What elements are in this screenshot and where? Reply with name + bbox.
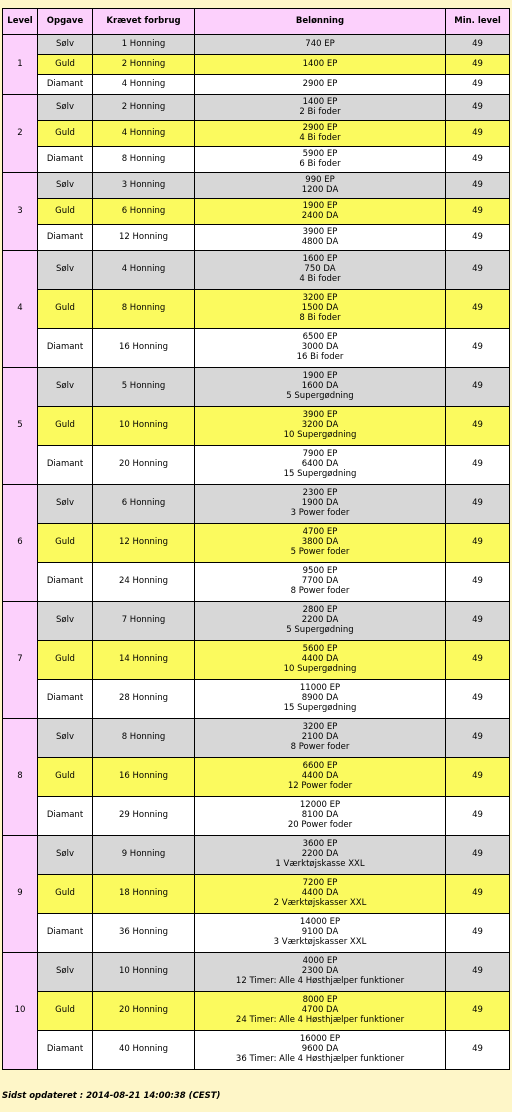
forbrug-cell: 18 Honning <box>93 875 195 914</box>
forbrug-cell: 2 Honning <box>93 55 195 75</box>
opgave-cell: Sølv <box>38 719 93 758</box>
forbrug-cell: 8 Honning <box>93 147 195 173</box>
forbrug-cell: 40 Honning <box>93 1031 195 1070</box>
reward-line: 2200 DA <box>301 849 339 860</box>
reward-line: 2 Bi foder <box>299 106 341 117</box>
level-cell: 3 <box>3 173 38 251</box>
reward-cell <box>195 719 446 758</box>
forbrug-cell: 12 Honning <box>93 524 195 563</box>
reward-line: 8900 DA <box>301 693 339 704</box>
min-level-cell: 49 <box>446 992 510 1031</box>
header-level: Level <box>3 9 38 35</box>
reward-line: 4400 DA <box>301 654 339 665</box>
reward-line: 4 Bi foder <box>299 273 341 284</box>
min-level-cell: 49 <box>446 173 510 199</box>
reward-cell <box>195 368 446 407</box>
reward-cell <box>195 75 446 95</box>
reward-line: 2400 DA <box>301 210 339 221</box>
level-cell: 8 <box>3 719 38 836</box>
opgave-cell: Sølv <box>38 836 93 875</box>
opgave-cell: Guld <box>38 121 93 147</box>
reward-line: 12 Timer: Alle 4 Høsthjælper funktioner <box>235 975 405 986</box>
reward-line: 3800 DA <box>301 537 339 548</box>
reward-line: 1 Værktøjskasse XXL <box>275 858 365 869</box>
reward-line: 4700 EP <box>302 527 338 538</box>
table-row <box>3 55 510 75</box>
rewards-table <box>2 8 510 1070</box>
reward-cell <box>195 199 446 225</box>
reward-line: 5900 EP <box>302 148 338 159</box>
reward-cell <box>195 524 446 563</box>
reward-cell <box>195 563 446 602</box>
reward-line: 16000 EP <box>299 1034 341 1045</box>
reward-line: 8 Bi foder <box>299 312 341 323</box>
reward-line: 2100 DA <box>301 732 339 743</box>
min-level-cell: 49 <box>446 524 510 563</box>
table-row <box>3 199 510 225</box>
table-row <box>3 75 510 95</box>
table-row <box>3 680 510 719</box>
reward-line: 1900 DA <box>301 498 339 509</box>
table-row <box>3 446 510 485</box>
reward-line: 2300 EP <box>302 488 338 499</box>
reward-line: 12000 EP <box>299 800 341 811</box>
reward-line: 9600 DA <box>301 1044 339 1055</box>
reward-line: 6400 DA <box>301 459 339 470</box>
reward-cell <box>195 329 446 368</box>
header-forbrug: Krævet forbrug <box>93 9 195 35</box>
min-level-cell: 49 <box>446 368 510 407</box>
reward-line: 10 Supergødning <box>283 429 357 440</box>
table-row <box>3 563 510 602</box>
opgave-cell: Diamant <box>38 914 93 953</box>
table-row <box>3 407 510 446</box>
min-level-cell: 49 <box>446 485 510 524</box>
reward-line: 4400 DA <box>301 771 339 782</box>
forbrug-cell: 20 Honning <box>93 992 195 1031</box>
reward-line: 12 Power foder <box>287 780 353 791</box>
last-updated: Sidst opdateret : 2014-08-21 14:00:38 (CEST) <box>2 1091 221 1101</box>
min-level-cell: 49 <box>446 875 510 914</box>
table-row <box>3 485 510 524</box>
min-level-cell: 49 <box>446 225 510 251</box>
reward-cell <box>195 290 446 329</box>
reward-line: 3 Power foder <box>290 507 350 518</box>
forbrug-cell: 2 Honning <box>93 95 195 121</box>
table-row <box>3 290 510 329</box>
reward-line: 5 Supergødning <box>286 624 354 635</box>
table-row <box>3 95 510 121</box>
reward-cell <box>195 797 446 836</box>
min-level-cell: 49 <box>446 953 510 992</box>
opgave-cell: Sølv <box>38 251 93 290</box>
opgave-cell: Diamant <box>38 225 93 251</box>
reward-line: 3900 EP <box>302 410 338 421</box>
forbrug-cell: 8 Honning <box>93 719 195 758</box>
reward-line: 15 Supergødning <box>283 702 357 713</box>
reward-line: 9500 EP <box>302 566 338 577</box>
reward-line: 5 Power foder <box>290 546 350 557</box>
table-row <box>3 147 510 173</box>
opgave-cell: Sølv <box>38 953 93 992</box>
min-level-cell: 49 <box>446 680 510 719</box>
reward-line: 8 Power foder <box>290 741 350 752</box>
reward-line: 740 EP <box>305 38 335 49</box>
reward-line: 6600 EP <box>302 761 338 772</box>
opgave-cell: Sølv <box>38 35 93 55</box>
table-row <box>3 602 510 641</box>
reward-line: 11000 EP <box>299 683 341 694</box>
reward-cell <box>195 225 446 251</box>
opgave-cell: Diamant <box>38 329 93 368</box>
reward-cell <box>195 641 446 680</box>
table-row <box>3 173 510 199</box>
reward-line: 3200 DA <box>301 420 339 431</box>
forbrug-cell: 16 Honning <box>93 758 195 797</box>
min-level-cell: 49 <box>446 75 510 95</box>
level-cell: 4 <box>3 251 38 368</box>
forbrug-cell: 24 Honning <box>93 563 195 602</box>
min-level-cell: 49 <box>446 407 510 446</box>
opgave-cell: Sølv <box>38 485 93 524</box>
reward-cell <box>195 95 446 121</box>
level-cell: 1 <box>3 35 38 95</box>
forbrug-cell: 4 Honning <box>93 75 195 95</box>
reward-line: 3900 EP <box>302 226 338 237</box>
reward-line: 5600 EP <box>302 644 338 655</box>
reward-line: 1900 EP <box>302 200 338 211</box>
reward-cell <box>195 602 446 641</box>
reward-line: 3600 EP <box>302 839 338 850</box>
reward-line: 2200 DA <box>301 615 339 626</box>
level-cell: 9 <box>3 836 38 953</box>
reward-line: 10 Supergødning <box>283 663 357 674</box>
opgave-cell: Guld <box>38 524 93 563</box>
reward-cell <box>195 953 446 992</box>
min-level-cell: 49 <box>446 797 510 836</box>
reward-line: 14000 EP <box>299 917 341 928</box>
min-level-cell: 49 <box>446 758 510 797</box>
reward-cell <box>195 35 446 55</box>
forbrug-cell: 1 Honning <box>93 35 195 55</box>
reward-line: 4 Bi foder <box>299 132 341 143</box>
forbrug-cell: 10 Honning <box>93 407 195 446</box>
forbrug-cell: 9 Honning <box>93 836 195 875</box>
forbrug-cell: 6 Honning <box>93 199 195 225</box>
reward-line: 8100 DA <box>301 810 339 821</box>
reward-cell <box>195 914 446 953</box>
opgave-cell: Diamant <box>38 1031 93 1070</box>
reward-line: 8 Power foder <box>290 585 350 596</box>
reward-line: 4400 DA <box>301 888 339 899</box>
min-level-cell: 49 <box>446 121 510 147</box>
opgave-cell: Diamant <box>38 797 93 836</box>
reward-line: 1400 EP <box>302 96 338 107</box>
forbrug-cell: 3 Honning <box>93 173 195 199</box>
reward-cell <box>195 485 446 524</box>
opgave-cell: Guld <box>38 199 93 225</box>
min-level-cell: 49 <box>446 329 510 368</box>
reward-line: 7900 EP <box>302 449 338 460</box>
opgave-cell: Guld <box>38 875 93 914</box>
reward-line: 4800 DA <box>301 236 339 247</box>
forbrug-cell: 20 Honning <box>93 446 195 485</box>
table-row <box>3 121 510 147</box>
reward-line: 6500 EP <box>302 332 338 343</box>
level-cell: 6 <box>3 485 38 602</box>
reward-line: 3000 DA <box>301 342 339 353</box>
table-row <box>3 719 510 758</box>
reward-line: 8000 EP <box>302 995 338 1006</box>
opgave-cell: Sølv <box>38 602 93 641</box>
reward-line: 5 Supergødning <box>286 390 354 401</box>
header-min-level: Min. level <box>446 9 510 35</box>
reward-line: 1600 EP <box>302 254 338 265</box>
reward-line: 990 EP <box>305 174 335 185</box>
opgave-cell: Guld <box>38 758 93 797</box>
table-row <box>3 524 510 563</box>
forbrug-cell: 10 Honning <box>93 953 195 992</box>
min-level-cell: 49 <box>446 55 510 75</box>
table-row <box>3 251 510 290</box>
reward-line: 1600 DA <box>301 381 339 392</box>
reward-line: 6 Bi foder <box>299 158 341 169</box>
reward-line: 20 Power foder <box>287 819 353 830</box>
opgave-cell: Diamant <box>38 680 93 719</box>
forbrug-cell: 36 Honning <box>93 914 195 953</box>
reward-cell <box>195 680 446 719</box>
reward-line: 16 Bi foder <box>296 351 344 362</box>
opgave-cell: Guld <box>38 641 93 680</box>
opgave-cell: Guld <box>38 55 93 75</box>
reward-line: 1200 DA <box>301 184 339 195</box>
forbrug-cell: 7 Honning <box>93 602 195 641</box>
opgave-cell: Sølv <box>38 368 93 407</box>
opgave-cell: Diamant <box>38 75 93 95</box>
reward-line: 2900 EP <box>302 78 338 89</box>
min-level-cell: 49 <box>446 602 510 641</box>
table-body <box>3 35 510 1070</box>
min-level-cell: 49 <box>446 446 510 485</box>
min-level-cell: 49 <box>446 836 510 875</box>
reward-line: 7700 DA <box>301 576 339 587</box>
forbrug-cell: 4 Honning <box>93 251 195 290</box>
reward-line: 1900 EP <box>302 371 338 382</box>
level-cell: 2 <box>3 95 38 173</box>
reward-line: 7200 EP <box>302 878 338 889</box>
min-level-cell: 49 <box>446 719 510 758</box>
reward-cell <box>195 992 446 1031</box>
opgave-cell: Sølv <box>38 95 93 121</box>
forbrug-cell: 12 Honning <box>93 225 195 251</box>
min-level-cell: 49 <box>446 1031 510 1070</box>
level-cell: 7 <box>3 602 38 719</box>
table-row <box>3 875 510 914</box>
opgave-cell: Guld <box>38 290 93 329</box>
min-level-cell: 49 <box>446 35 510 55</box>
reward-line: 750 DA <box>304 264 336 275</box>
min-level-cell: 49 <box>446 95 510 121</box>
reward-cell <box>195 758 446 797</box>
reward-line: 3 Værktøjskasser XXL <box>273 936 367 947</box>
reward-line: 4700 DA <box>301 1005 339 1016</box>
opgave-cell: Diamant <box>38 446 93 485</box>
table-row <box>3 914 510 953</box>
level-cell: 5 <box>3 368 38 485</box>
reward-line: 2900 EP <box>302 122 338 133</box>
reward-cell <box>195 55 446 75</box>
forbrug-cell: 28 Honning <box>93 680 195 719</box>
reward-line: 3200 EP <box>302 293 338 304</box>
reward-line: 36 Timer: Alle 4 Høsthjælper funktioner <box>235 1053 405 1064</box>
reward-cell <box>195 173 446 199</box>
forbrug-cell: 16 Honning <box>93 329 195 368</box>
reward-line: 2300 DA <box>301 966 339 977</box>
reward-line: 4000 EP <box>302 956 338 967</box>
forbrug-cell: 29 Honning <box>93 797 195 836</box>
opgave-cell: Guld <box>38 992 93 1031</box>
table-row <box>3 953 510 992</box>
table-row <box>3 797 510 836</box>
min-level-cell: 49 <box>446 290 510 329</box>
reward-line: 3200 EP <box>302 722 338 733</box>
table-row <box>3 758 510 797</box>
table-row <box>3 329 510 368</box>
min-level-cell: 49 <box>446 641 510 680</box>
reward-line: 1500 DA <box>301 303 339 314</box>
reward-cell <box>195 121 446 147</box>
reward-line: 9100 DA <box>301 927 339 938</box>
min-level-cell: 49 <box>446 251 510 290</box>
level-cell: 10 <box>3 953 38 1070</box>
opgave-cell: Diamant <box>38 563 93 602</box>
header-row <box>3 9 510 35</box>
table-row <box>3 1031 510 1070</box>
header-opgave: Opgave <box>38 9 93 35</box>
table-row <box>3 368 510 407</box>
opgave-cell: Guld <box>38 407 93 446</box>
table-row <box>3 836 510 875</box>
forbrug-cell: 14 Honning <box>93 641 195 680</box>
min-level-cell: 49 <box>446 147 510 173</box>
header-belonning: Belønning <box>195 9 446 35</box>
forbrug-cell: 6 Honning <box>93 485 195 524</box>
opgave-cell: Sølv <box>38 173 93 199</box>
forbrug-cell: 4 Honning <box>93 121 195 147</box>
min-level-cell: 49 <box>446 199 510 225</box>
min-level-cell: 49 <box>446 914 510 953</box>
reward-line: 24 Timer: Alle 4 Høsthjælper funktioner <box>235 1014 405 1025</box>
reward-cell <box>195 251 446 290</box>
reward-cell <box>195 836 446 875</box>
min-level-cell: 49 <box>446 563 510 602</box>
reward-cell <box>195 147 446 173</box>
reward-line: 1400 EP <box>302 58 338 69</box>
reward-cell <box>195 407 446 446</box>
table-row <box>3 641 510 680</box>
table-row <box>3 35 510 55</box>
forbrug-cell: 5 Honning <box>93 368 195 407</box>
reward-line: 2800 EP <box>302 605 338 616</box>
reward-line: 15 Supergødning <box>283 468 357 479</box>
reward-cell <box>195 1031 446 1070</box>
opgave-cell: Diamant <box>38 147 93 173</box>
table-row <box>3 225 510 251</box>
forbrug-cell: 8 Honning <box>93 290 195 329</box>
reward-line: 2 Værktøjskasser XXL <box>273 897 367 908</box>
reward-cell <box>195 875 446 914</box>
reward-cell <box>195 446 446 485</box>
table-row <box>3 992 510 1031</box>
